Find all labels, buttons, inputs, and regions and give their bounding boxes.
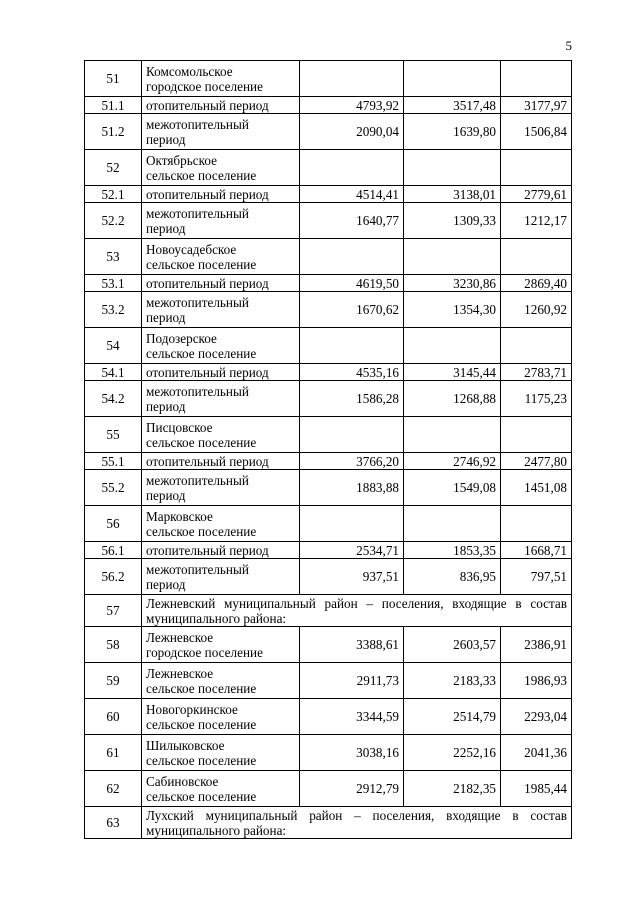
value-cell-v3: 1175,23 xyxy=(501,381,572,417)
row-number: 53 xyxy=(85,239,142,275)
row-name-line: период xyxy=(146,131,186,147)
row-number: 53.1 xyxy=(85,275,142,292)
row-number: 55 xyxy=(85,417,142,453)
value-cell-v1: 3344,59 xyxy=(300,699,404,735)
row-name-line: Сабиновское xyxy=(146,773,219,789)
table-row xyxy=(85,328,572,364)
row-name-line: отопительный период xyxy=(146,275,269,291)
value-cell-v2: 1354,30 xyxy=(404,292,501,328)
row-name-line: сельское поселение xyxy=(146,523,257,539)
value-cell-v1: 2090,04 xyxy=(300,114,404,150)
row-number: 61 xyxy=(85,735,142,771)
row-name xyxy=(142,328,300,364)
value-cell-v2: 1268,88 xyxy=(404,381,501,417)
table-row xyxy=(85,470,572,506)
row-name-line: Комсомольское xyxy=(146,63,233,79)
table-row xyxy=(85,150,572,186)
row-name-line: отопительный период xyxy=(146,453,269,469)
value-cell-v3 xyxy=(501,417,572,453)
district-heading: Лежневский муниципальный район – поселения, входящие в состав муниципального района: xyxy=(142,595,572,627)
row-name xyxy=(142,627,300,663)
value-cell-v2: 2746,92 xyxy=(404,453,501,470)
row-number: 55.1 xyxy=(85,453,142,470)
table-row xyxy=(85,771,572,807)
value-cell-v1 xyxy=(300,417,404,453)
district-heading: Лухский муниципальный район – поселения, входящие в состав муниципального района: xyxy=(142,807,572,839)
row-name-line: Подозерское xyxy=(146,330,217,346)
value-cell-v2: 1309,33 xyxy=(404,203,501,239)
value-cell-v3 xyxy=(501,239,572,275)
row-name xyxy=(142,114,300,150)
value-cell-v1: 2912,79 xyxy=(300,771,404,807)
row-number: 54 xyxy=(85,328,142,364)
value-cell-v2: 2603,57 xyxy=(404,627,501,663)
value-cell-v1: 4793,92 xyxy=(300,97,404,114)
row-number: 59 xyxy=(85,663,142,699)
value-cell-v1: 4535,16 xyxy=(300,364,404,381)
row-name xyxy=(142,150,300,186)
table-row xyxy=(85,807,572,839)
tariff-table-body xyxy=(85,61,572,839)
row-name-line: Лежневское xyxy=(146,629,214,645)
tariff-table xyxy=(84,60,572,839)
row-name-line: Новоусадебское xyxy=(146,241,237,257)
value-cell-v1: 1640,77 xyxy=(300,203,404,239)
row-name xyxy=(142,559,300,595)
value-cell-v2: 2182,35 xyxy=(404,771,501,807)
row-name xyxy=(142,699,300,735)
row-name-line: сельское поселение xyxy=(146,256,257,272)
row-name-line: отопительный период xyxy=(146,186,269,202)
value-cell-v3 xyxy=(501,150,572,186)
row-number: 54.2 xyxy=(85,381,142,417)
value-cell-v3: 2477,80 xyxy=(501,453,572,470)
value-cell-v3: 2041,36 xyxy=(501,735,572,771)
value-cell-v1: 937,51 xyxy=(300,559,404,595)
row-name-line: сельское поселение xyxy=(146,680,257,696)
table-row xyxy=(85,114,572,150)
value-cell-v2: 3517,48 xyxy=(404,97,501,114)
value-cell-v2 xyxy=(404,150,501,186)
row-name-line: межотопительный xyxy=(146,383,249,399)
row-name-line: сельское поселение xyxy=(146,716,257,732)
value-cell-v3: 1668,71 xyxy=(501,542,572,559)
value-cell-v2: 3138,01 xyxy=(404,186,501,203)
value-cell-v3: 1451,08 xyxy=(501,470,572,506)
row-number: 57 xyxy=(85,595,142,627)
row-name-line: городское поселение xyxy=(146,78,263,94)
row-name xyxy=(142,663,300,699)
row-number: 56.1 xyxy=(85,542,142,559)
row-name xyxy=(142,61,300,97)
value-cell-v1: 4514,41 xyxy=(300,186,404,203)
value-cell-v1: 3388,61 xyxy=(300,627,404,663)
table-row xyxy=(85,453,572,470)
value-cell-v2 xyxy=(404,506,501,542)
row-number: 51 xyxy=(85,61,142,97)
value-cell-v3: 1212,17 xyxy=(501,203,572,239)
row-number: 62 xyxy=(85,771,142,807)
row-number: 56 xyxy=(85,506,142,542)
value-cell-v2 xyxy=(404,328,501,364)
row-name-line: сельское поселение xyxy=(146,167,257,183)
row-name-line: межотопительный xyxy=(146,205,249,221)
row-number: 63 xyxy=(85,807,142,839)
value-cell-v3 xyxy=(501,61,572,97)
value-cell-v1 xyxy=(300,506,404,542)
row-name-line: межотопительный xyxy=(146,472,249,488)
table-row xyxy=(85,735,572,771)
page-number: 5 xyxy=(565,38,572,53)
table-row xyxy=(85,239,572,275)
value-cell-v1: 2911,73 xyxy=(300,663,404,699)
value-cell-v1: 1586,28 xyxy=(300,381,404,417)
row-number: 53.2 xyxy=(85,292,142,328)
value-cell-v3: 1260,92 xyxy=(501,292,572,328)
value-cell-v1 xyxy=(300,150,404,186)
row-name-line: отопительный период xyxy=(146,542,269,558)
table-row xyxy=(85,542,572,559)
row-number: 51.2 xyxy=(85,114,142,150)
row-name xyxy=(142,292,300,328)
row-name-line: сельское поселение xyxy=(146,434,257,450)
row-name-line: отопительный период xyxy=(146,364,269,380)
table-row xyxy=(85,595,572,627)
row-number: 52.2 xyxy=(85,203,142,239)
table-row xyxy=(85,61,572,97)
row-name xyxy=(142,203,300,239)
value-cell-v1 xyxy=(300,328,404,364)
value-cell-v2: 3145,44 xyxy=(404,364,501,381)
row-name xyxy=(142,381,300,417)
row-number: 55.2 xyxy=(85,470,142,506)
value-cell-v1: 2534,71 xyxy=(300,542,404,559)
row-name-line: Писцовское xyxy=(146,419,213,435)
row-name-line: сельское поселение xyxy=(146,788,257,804)
row-name xyxy=(142,275,300,292)
row-number: 51.1 xyxy=(85,97,142,114)
value-cell-v3: 2293,04 xyxy=(501,699,572,735)
value-cell-v2: 3230,86 xyxy=(404,275,501,292)
table-row xyxy=(85,417,572,453)
table-row xyxy=(85,203,572,239)
table-row xyxy=(85,627,572,663)
value-cell-v1 xyxy=(300,239,404,275)
value-cell-v2: 2252,16 xyxy=(404,735,501,771)
value-cell-v2: 1853,35 xyxy=(404,542,501,559)
row-name xyxy=(142,453,300,470)
value-cell-v3: 2783,71 xyxy=(501,364,572,381)
row-name-line: сельское поселение xyxy=(146,345,257,361)
row-number: 52.1 xyxy=(85,186,142,203)
row-name xyxy=(142,97,300,114)
row-name-line: отопительный период xyxy=(146,97,269,113)
row-name-line: Октябрьское xyxy=(146,152,217,168)
value-cell-v1: 4619,50 xyxy=(300,275,404,292)
row-name-line: период xyxy=(146,487,186,503)
value-cell-v2: 1549,08 xyxy=(404,470,501,506)
row-name xyxy=(142,364,300,381)
value-cell-v3: 3177,97 xyxy=(501,97,572,114)
table-row xyxy=(85,292,572,328)
table-row xyxy=(85,699,572,735)
value-cell-v3: 1506,84 xyxy=(501,114,572,150)
value-cell-v2: 1639,80 xyxy=(404,114,501,150)
value-cell-v3: 2386,91 xyxy=(501,627,572,663)
value-cell-v1: 3766,20 xyxy=(300,453,404,470)
row-number: 58 xyxy=(85,627,142,663)
value-cell-v3 xyxy=(501,328,572,364)
value-cell-v3: 2779,61 xyxy=(501,186,572,203)
row-number: 56.2 xyxy=(85,559,142,595)
row-name-line: Шилыковское xyxy=(146,737,225,753)
row-name-line: период xyxy=(146,220,186,236)
value-cell-v1: 1670,62 xyxy=(300,292,404,328)
table-row xyxy=(85,559,572,595)
row-name xyxy=(142,417,300,453)
row-name xyxy=(142,771,300,807)
value-cell-v3: 1985,44 xyxy=(501,771,572,807)
row-name xyxy=(142,542,300,559)
value-cell-v2: 2183,33 xyxy=(404,663,501,699)
table-row xyxy=(85,506,572,542)
value-cell-v1: 3038,16 xyxy=(300,735,404,771)
row-number: 52 xyxy=(85,150,142,186)
row-name-line: межотопительный xyxy=(146,561,249,577)
row-name-line: Новогоркинское xyxy=(146,701,238,717)
value-cell-v3: 2869,40 xyxy=(501,275,572,292)
row-name-line: сельское поселение xyxy=(146,752,257,768)
row-name xyxy=(142,239,300,275)
table-row xyxy=(85,97,572,114)
table-row xyxy=(85,275,572,292)
value-cell-v2: 2514,79 xyxy=(404,699,501,735)
row-name-line: межотопительный xyxy=(146,116,249,132)
table-row xyxy=(85,381,572,417)
row-name xyxy=(142,735,300,771)
row-name-line: период xyxy=(146,309,186,325)
value-cell-v3: 1986,93 xyxy=(501,663,572,699)
row-name-line: Лежневское xyxy=(146,665,214,681)
row-name-line: период xyxy=(146,398,186,414)
row-number: 60 xyxy=(85,699,142,735)
table-row xyxy=(85,186,572,203)
row-name xyxy=(142,470,300,506)
value-cell-v2 xyxy=(404,417,501,453)
row-name-line: городское поселение xyxy=(146,644,263,660)
table-row xyxy=(85,663,572,699)
value-cell-v2: 836,95 xyxy=(404,559,501,595)
row-name-line: межотопительный xyxy=(146,294,249,310)
value-cell-v2 xyxy=(404,239,501,275)
value-cell-v3: 797,51 xyxy=(501,559,572,595)
row-name xyxy=(142,506,300,542)
table-row xyxy=(85,364,572,381)
value-cell-v2 xyxy=(404,61,501,97)
value-cell-v1 xyxy=(300,61,404,97)
row-number: 54.1 xyxy=(85,364,142,381)
row-name xyxy=(142,186,300,203)
row-name-line: период xyxy=(146,576,186,592)
value-cell-v3 xyxy=(501,506,572,542)
row-name-line: Марковское xyxy=(146,508,213,524)
value-cell-v1: 1883,88 xyxy=(300,470,404,506)
